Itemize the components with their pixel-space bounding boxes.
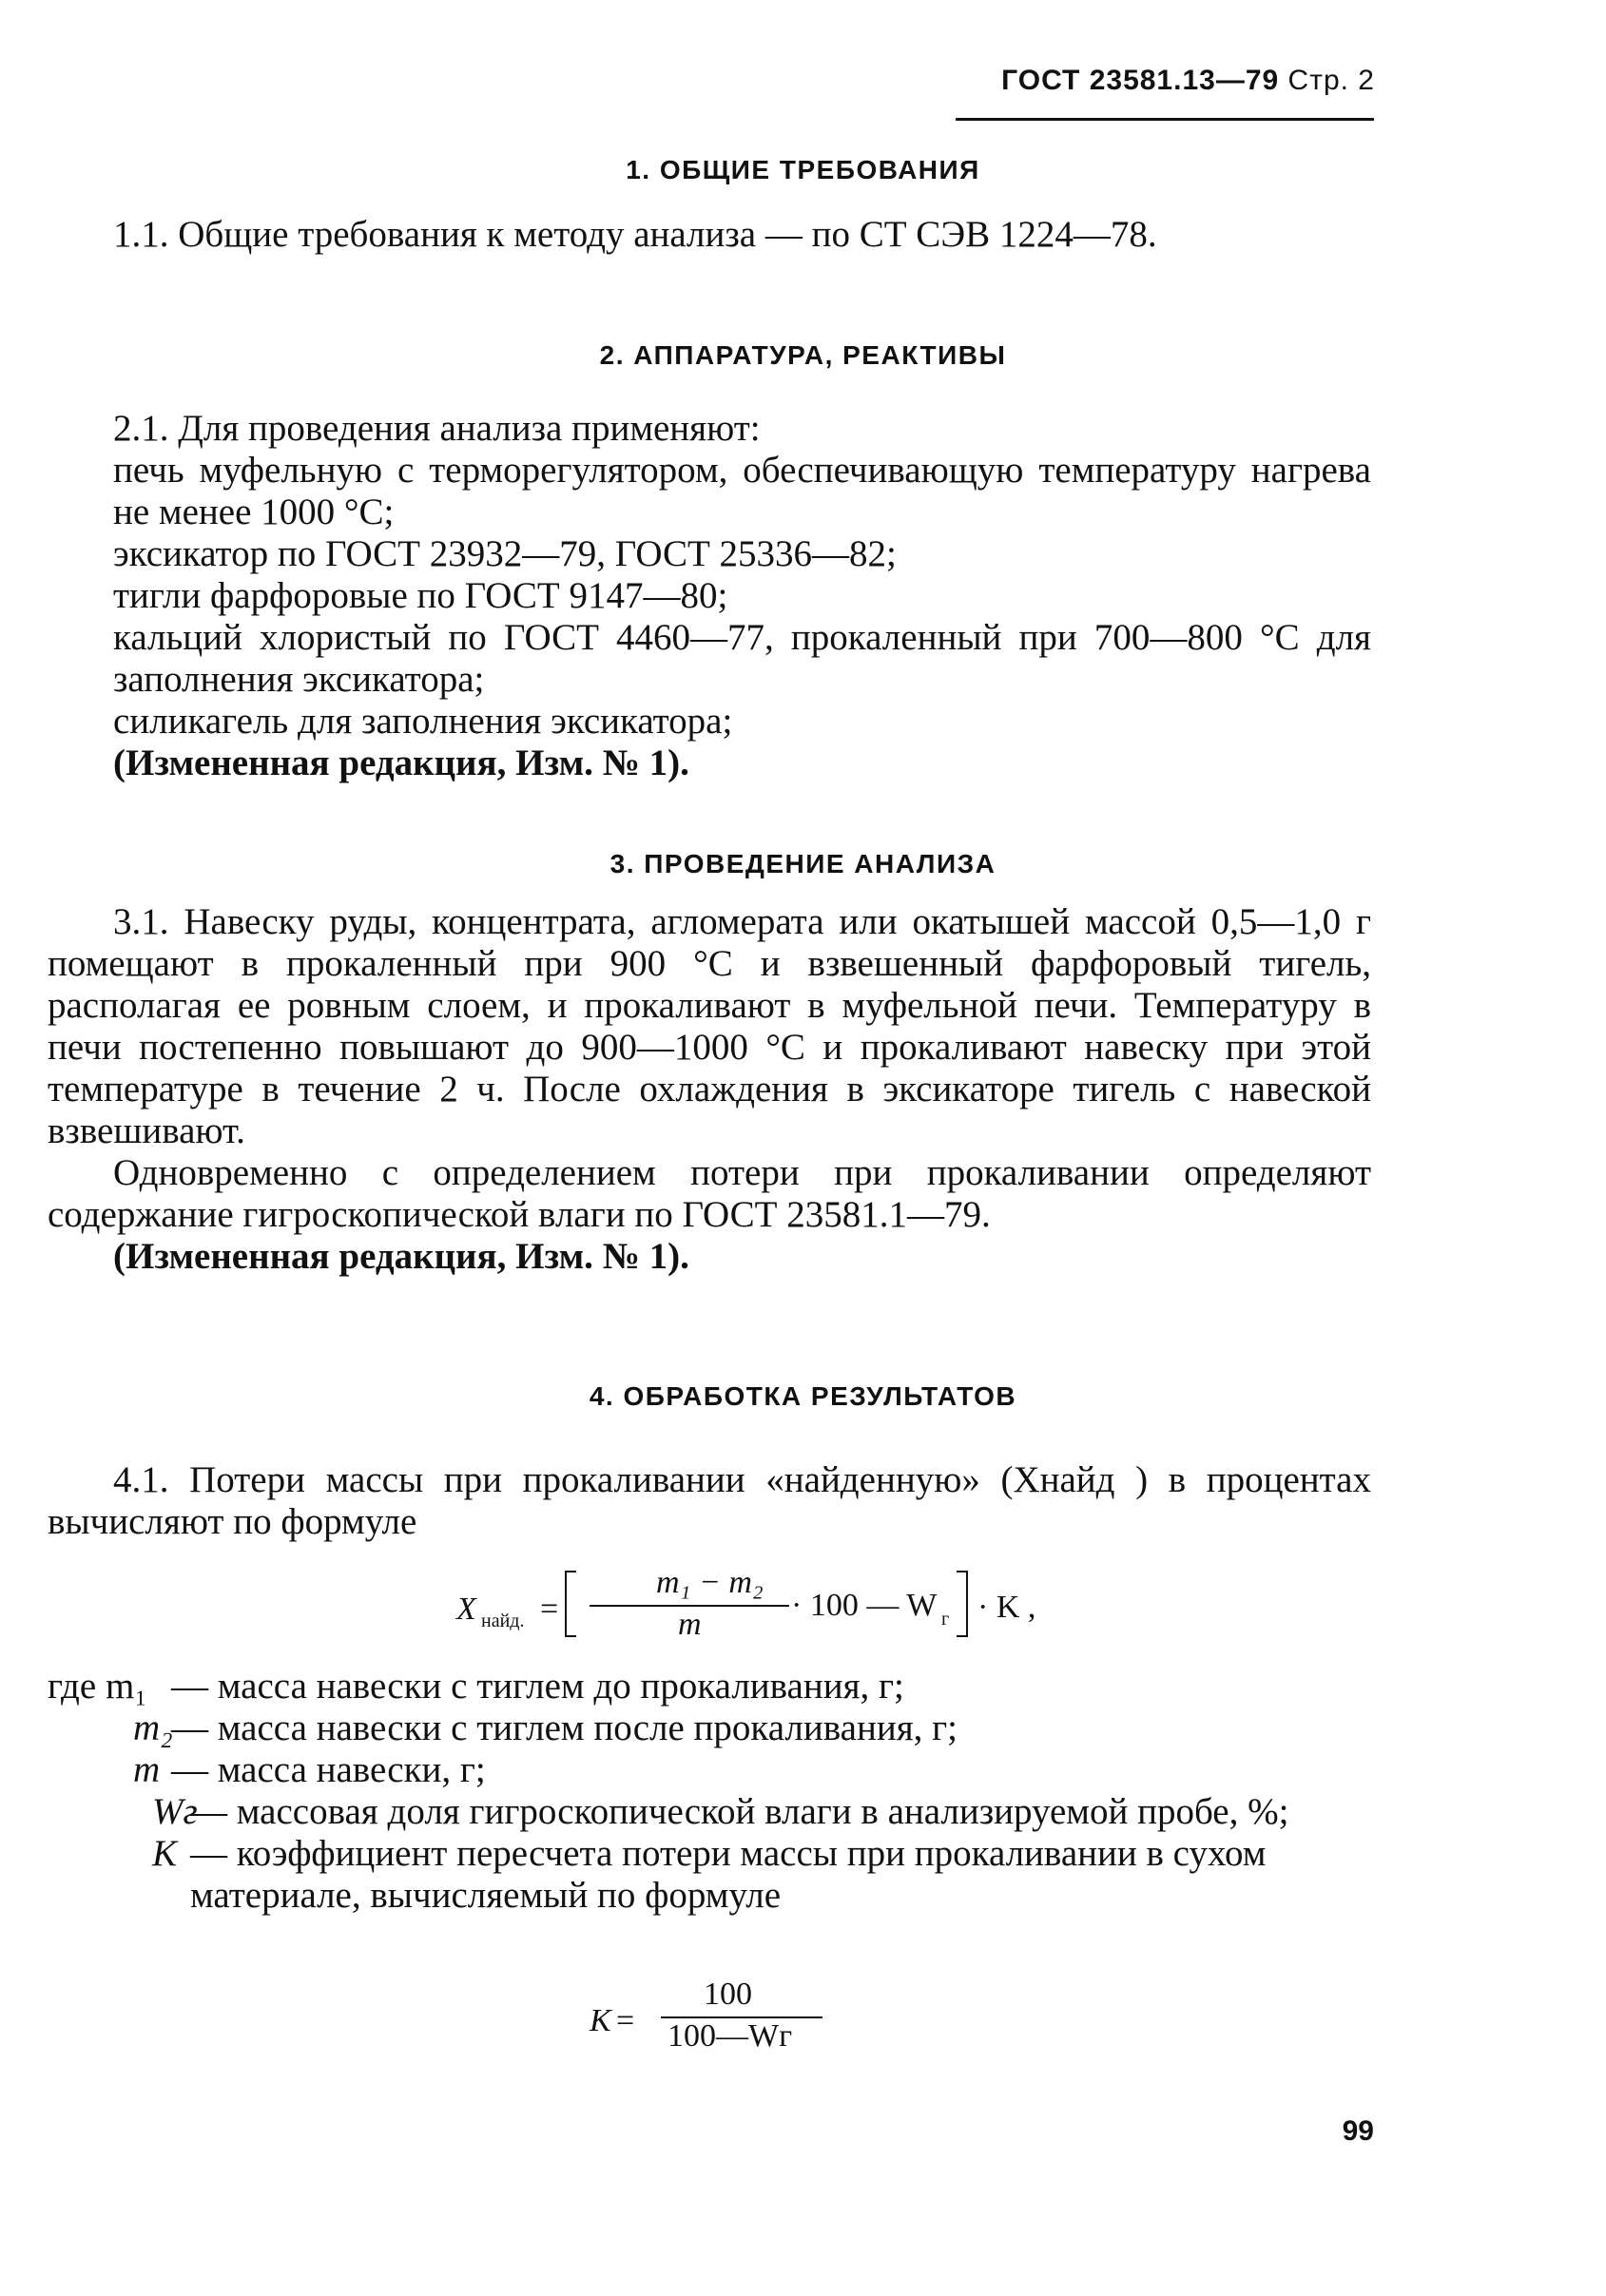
paragraph-2-1: 2.1. Для проведения анализа применяют: xyxy=(113,408,761,449)
page-number: 99 xyxy=(1342,2115,1374,2147)
definition-row xyxy=(48,1666,1371,1708)
paragraph-3-2: Одновременно с определением потери при прокаливании определяют содержание гигроскопической влаги по ГОСТ 23581.1—79. xyxy=(48,1152,1371,1235)
amendment-note: (Измененная редакция, Изм. № 1). xyxy=(113,1236,689,1277)
formula-x-found xyxy=(456,1565,1122,1642)
doc-code: ГОСТ 23581.13—79 xyxy=(1001,65,1280,96)
section-title-procedure: 3. ПРОВЕДЕНИЕ АНАЛИЗА xyxy=(610,849,996,878)
formula-k xyxy=(590,1977,837,2058)
definition-symbol: m xyxy=(133,1749,161,1790)
apparatus-item: эксикатор по ГОСТ 23932—79, ГОСТ 25336—82; xyxy=(113,533,897,574)
definition-symbol: Wг xyxy=(152,1791,198,1832)
header-rule xyxy=(956,118,1374,121)
formula-lhs-subscript: найд. xyxy=(481,1611,525,1631)
paragraph-1-1: 1.1. Общие требования к методу анализа — по СТ СЭВ 1224—78. xyxy=(113,214,1157,255)
section-general-body xyxy=(48,214,1371,256)
page-label: Стр. 2 xyxy=(1287,65,1375,96)
paragraph-4-1: 4.1. Потери массы при прокаливании «найденную» (Xнайд ) в процентах вычисляют по формуле xyxy=(48,1459,1371,1542)
definition-text: — масса навески, г; xyxy=(171,1749,486,1790)
definition-row xyxy=(48,1708,1371,1749)
section-procedure-body xyxy=(48,901,1371,1278)
formula-lhs: X xyxy=(456,1592,476,1627)
formula-middle-subscript: г xyxy=(941,1609,950,1630)
definition-symbol: K xyxy=(152,1833,178,1874)
formula-denominator: m xyxy=(678,1607,702,1642)
section-title-general: 1. ОБЩИЕ ТРЕБОВАНИЯ xyxy=(626,155,980,184)
formula-k-lhs: K xyxy=(590,2003,611,2038)
definition-row xyxy=(48,1833,1371,1917)
definition-text: — масса навески с тиглем до прокаливания, г; xyxy=(171,1666,904,1707)
formula-equals: = xyxy=(540,1592,559,1627)
apparatus-item: тигли фарфоровые по ГОСТ 9147—80; xyxy=(113,575,728,616)
definition-text: — массовая доля гигроскопической влаги в анализируемой пробе, %; xyxy=(190,1791,1289,1832)
formula-k-numerator: 100 xyxy=(704,1977,752,2012)
definition-row xyxy=(48,1791,1371,1833)
paragraph-3-1: 3.1. Навеску руды, концентрата, агломерата или окатышей массой 0,5—1,0 г помещают в прокаленный при 900 °С и взвешенный фарфоровый тигель, располагая ее ровным слоем, и прокаливают в муфельной печи. Температуру в печи постепенно повышают до 900—1000 °С и прокаливают навеску при этой температуре в течение 2 ч. После охлаждения в эксикаторе тигель с навеской взвешивают. xyxy=(48,901,1371,1151)
definition-symbol: где m₁ xyxy=(48,1666,147,1707)
section-title-results: 4. ОБРАБОТКА РЕЗУЛЬТАТОВ xyxy=(589,1381,1017,1411)
definition-row xyxy=(48,1749,1371,1791)
section-title-apparatus: 2. АППАРАТУРА, РЕАКТИВЫ xyxy=(599,340,1007,370)
formula-middle: · 100 — W xyxy=(791,1588,938,1623)
apparatus-item: кальций хлористый по ГОСТ 4460—77, прокаленный при 700—800 °С для заполнения эксикатора; xyxy=(113,617,1371,700)
definition-text: — масса навески с тиглем после прокаливания, г; xyxy=(171,1708,958,1748)
definition-text: — коэффициент пересчета потери массы при прокаливании в сухом материале, вычисляемый по формуле xyxy=(190,1833,1267,1916)
formula-numerator: m₁ − m₂ xyxy=(656,1565,764,1600)
section-results-body xyxy=(48,1459,1371,1543)
section-apparatus-body xyxy=(48,408,1371,784)
amendment-note: (Измененная редакция, Изм. № 1). xyxy=(113,743,689,783)
definition-symbol: m₂ xyxy=(133,1708,173,1748)
left-bracket xyxy=(565,1571,576,1637)
variable-definitions xyxy=(48,1666,1371,1917)
right-bracket xyxy=(957,1571,968,1637)
apparatus-item: силикагель для заполнения эксикатора; xyxy=(113,701,733,742)
formula-k-denominator: 100—Wг xyxy=(668,2018,793,2054)
apparatus-item: печь муфельную с терморегулятором, обеспечивающую температуру нагрева не менее 1000 °С; xyxy=(113,450,1371,532)
formula-tail: · K , xyxy=(977,1590,1036,1625)
running-header xyxy=(966,65,1375,97)
formula-k-equals: = xyxy=(616,2003,635,2038)
